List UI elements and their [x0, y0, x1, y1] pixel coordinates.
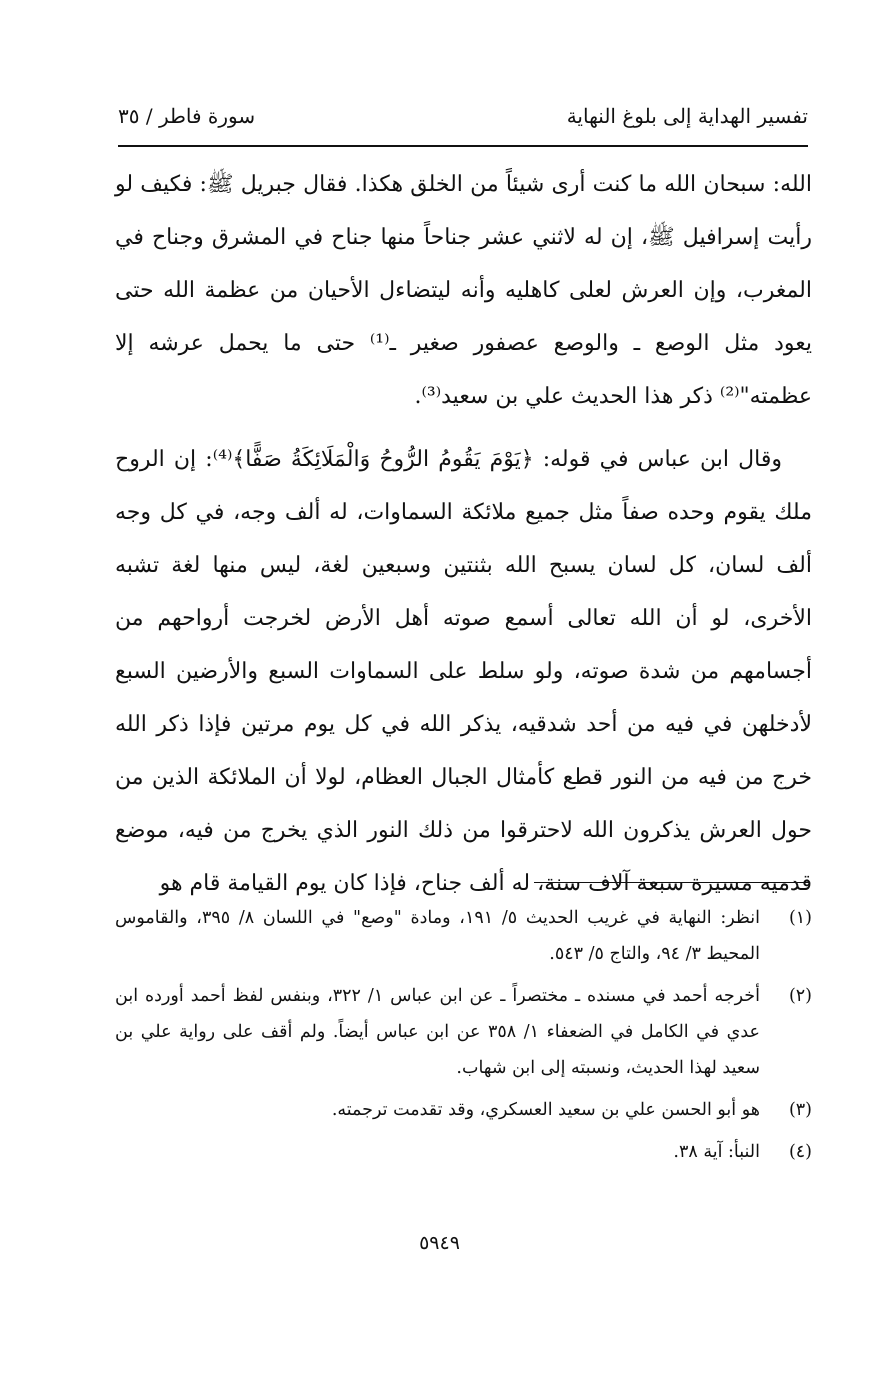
book-title: تفسير الهداية إلى بلوغ النهاية	[566, 104, 808, 128]
footnote-text: انظر: النهاية في غريب الحديث ٥/ ١٩١، ومادة "وصع" في اللسان ٨/ ٣٩٥، والقاموس المحيط ٣/ ٩٤، والتاج ٥/ ٥٤٣.	[115, 908, 760, 964]
footnote	[115, 1134, 812, 1170]
main-text	[115, 158, 812, 910]
running-header	[118, 96, 808, 136]
footnote-divider	[534, 882, 810, 883]
footnote-text: النبأ: آية ٣٨.	[673, 1142, 760, 1162]
footnote	[115, 900, 812, 972]
footnote-number: (٢)	[788, 986, 812, 1006]
footnote	[115, 978, 812, 1086]
paragraph: وقال ابن عباس في قوله: ﴿يَوْمَ يَقُومُ الرُّوحُ وَالْمَلَائِكَةُ صَفًّا﴾⁽⁴⁾: إن الروح ملك يقوم وحده صفاً مثل جميع ملائكة السماوات، له ألف وجه، في كل وجه ألف لسان، كل لسان يسبح الله بثنتين وسبعين لغة، ليس منها لغة تشبه الأخرى، لو أن الله تعالى أسمع صوته أهل الأرض لخرجت أرواحهم من أجسامهم من شدة صوته، ولو سلط على السماوات السبع والأرضين السبع لأدخلهن في فيه من أحد شدقيه، يذكر الله في كل يوم مرتين فإذا ذكر الله خرج من فيه من النور قطع كأمثال الجبال العظام، لولا أن الملائكة الذين من حول العرش يذكرون الله لاحترقوا من ذلك النور الذي يخرج من فيه، موضع قدميه مسيرة سبعة آلاف سنة، له ألف جناح، فإذا كان يوم القيامة قام هو	[115, 447, 812, 896]
footnote-number: (٣)	[788, 1100, 812, 1120]
footnote	[115, 1092, 812, 1128]
footnote-text: أخرجه أحمد في مسنده ـ مختصراً ـ عن ابن عباس ١/ ٣٢٢، وبنفس لفظ أحمد أورده ابن عدي في الكامل في الضعفاء ١/ ٣٥٨ عن ابن عباس أيضاً. ولم أقف على رواية علي بن سعيد لهذا الحديث، ونسبته إلى ابن شهاب.	[115, 986, 760, 1078]
header-divider	[118, 145, 808, 147]
page-number: ٥٩٤٩	[419, 1232, 460, 1254]
footnote-number: (٤)	[788, 1142, 812, 1162]
surah-page-label: سورة فاطر / ٣٥	[118, 104, 256, 128]
paragraph: الله: سبحان الله ما كنت أرى شيئاً من الخلق هكذا. فقال جبريل ﷺ: فكيف لو رأيت إسرافيل ﷺ، إن له لاثني عشر جناحاً منها جناح في المشرق وجناح في المغرب، وإن العرش لعلى كاهليه وأنه ليتضاءل الأحيان من عظمة الله حتى يعود مثل الوصع ـ والوصع عصفور صغير ـ⁽¹⁾ حتى ما يحمل عرشه إلا عظمته"⁽²⁾ ذكر هذا الحديث علي بن سعيد⁽³⁾.	[115, 172, 812, 409]
footnote-text: هو أبو الحسن علي بن سعيد العسكري، وقد تقدمت ترجمته.	[331, 1100, 760, 1120]
footnotes	[115, 900, 812, 1176]
footnote-number: (١)	[788, 908, 812, 928]
